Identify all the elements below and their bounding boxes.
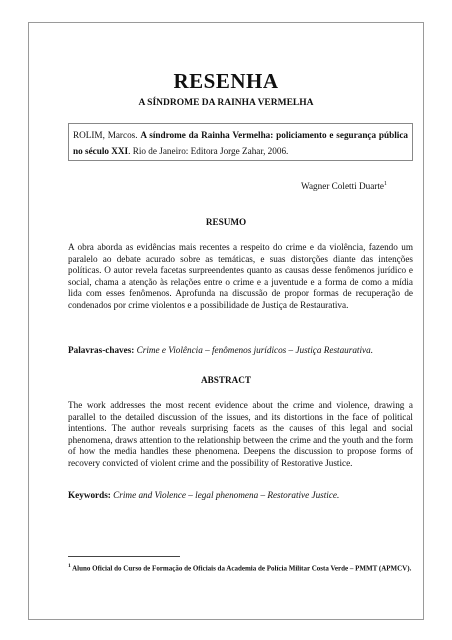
footnote	[68, 561, 413, 573]
resumo-keywords-label: Palavras-chaves:	[68, 345, 135, 355]
abstract-text: The work addresses the most recent evidence about the crime and violence, drawing a parallel to the detailed discussion of the issues, and its distortions in the face of political intentions. The author reveals surprising facets as the causes of this legal and social phenomena, draws attention to the relationship between the crime and the youth and the form of how the media handles these phenomena. Deepens the discussion to propose forms of recovery convicted of violent crime and the possibility of Restorative Justice.	[68, 400, 413, 468]
footnote-text: Aluno Oficial do Curso de Formação de Oficiais da Academia de Polícia Militar Costa Verde – PMMT (APMCV).	[70, 564, 412, 573]
abstract-heading: ABSTRACT	[200, 375, 252, 385]
footnote-divider	[68, 556, 180, 557]
page-title: RESENHA	[173, 69, 279, 93]
bibliographic-reference	[68, 123, 413, 161]
abstract-keywords-label: Keywords:	[68, 490, 111, 500]
reference-work-title: A síndrome da Rainha Vermelha: policiamento e segurança pública no século XXI	[73, 130, 408, 156]
page-subtitle: A SÍNDROME DA RAINHA VERMELHA	[138, 98, 314, 108]
footnote-mark: 1	[384, 181, 387, 187]
resumo-keywords	[68, 345, 413, 355]
resumo-text: A obra aborda as evidências mais recentes a respeito do crime e da violência, fazendo um paralelo ao debate acurado sobre as temáticas, e suas distorções diante das intenções políticas. O autor revela facetas surpreendentes quanto as causas desse fenômenos jurídico e social, chama a atenção às relações entre o crime e a juventude e a forma de como a mídia lida com esses fenômenos. Aprofunda na discussão de propor formas de recuperação de condenados por crime violentos e a possibilidade de Justiça de Restaurativa.	[68, 242, 413, 310]
reference-publication: . Rio de Janeiro: Editora Jorge Zahar, 2006.	[128, 146, 289, 156]
resumo-heading: RESUMO	[205, 217, 247, 227]
reference-author: ROLIM, Marcos.	[73, 130, 138, 140]
reviewer-name-text: Wagner Coletti Duarte	[301, 181, 384, 192]
reviewer-name	[301, 181, 387, 191]
footnote-number: 1	[68, 563, 71, 569]
abstract-keywords	[68, 490, 413, 500]
resumo-keywords-text: Crime e Violência – fenômenos jurídicos – Justiça Restaurativa.	[136, 345, 374, 355]
document-page	[28, 22, 424, 620]
abstract-keywords-text: Crime and Violence – legal phenomena – Restorative Justice.	[113, 490, 340, 500]
